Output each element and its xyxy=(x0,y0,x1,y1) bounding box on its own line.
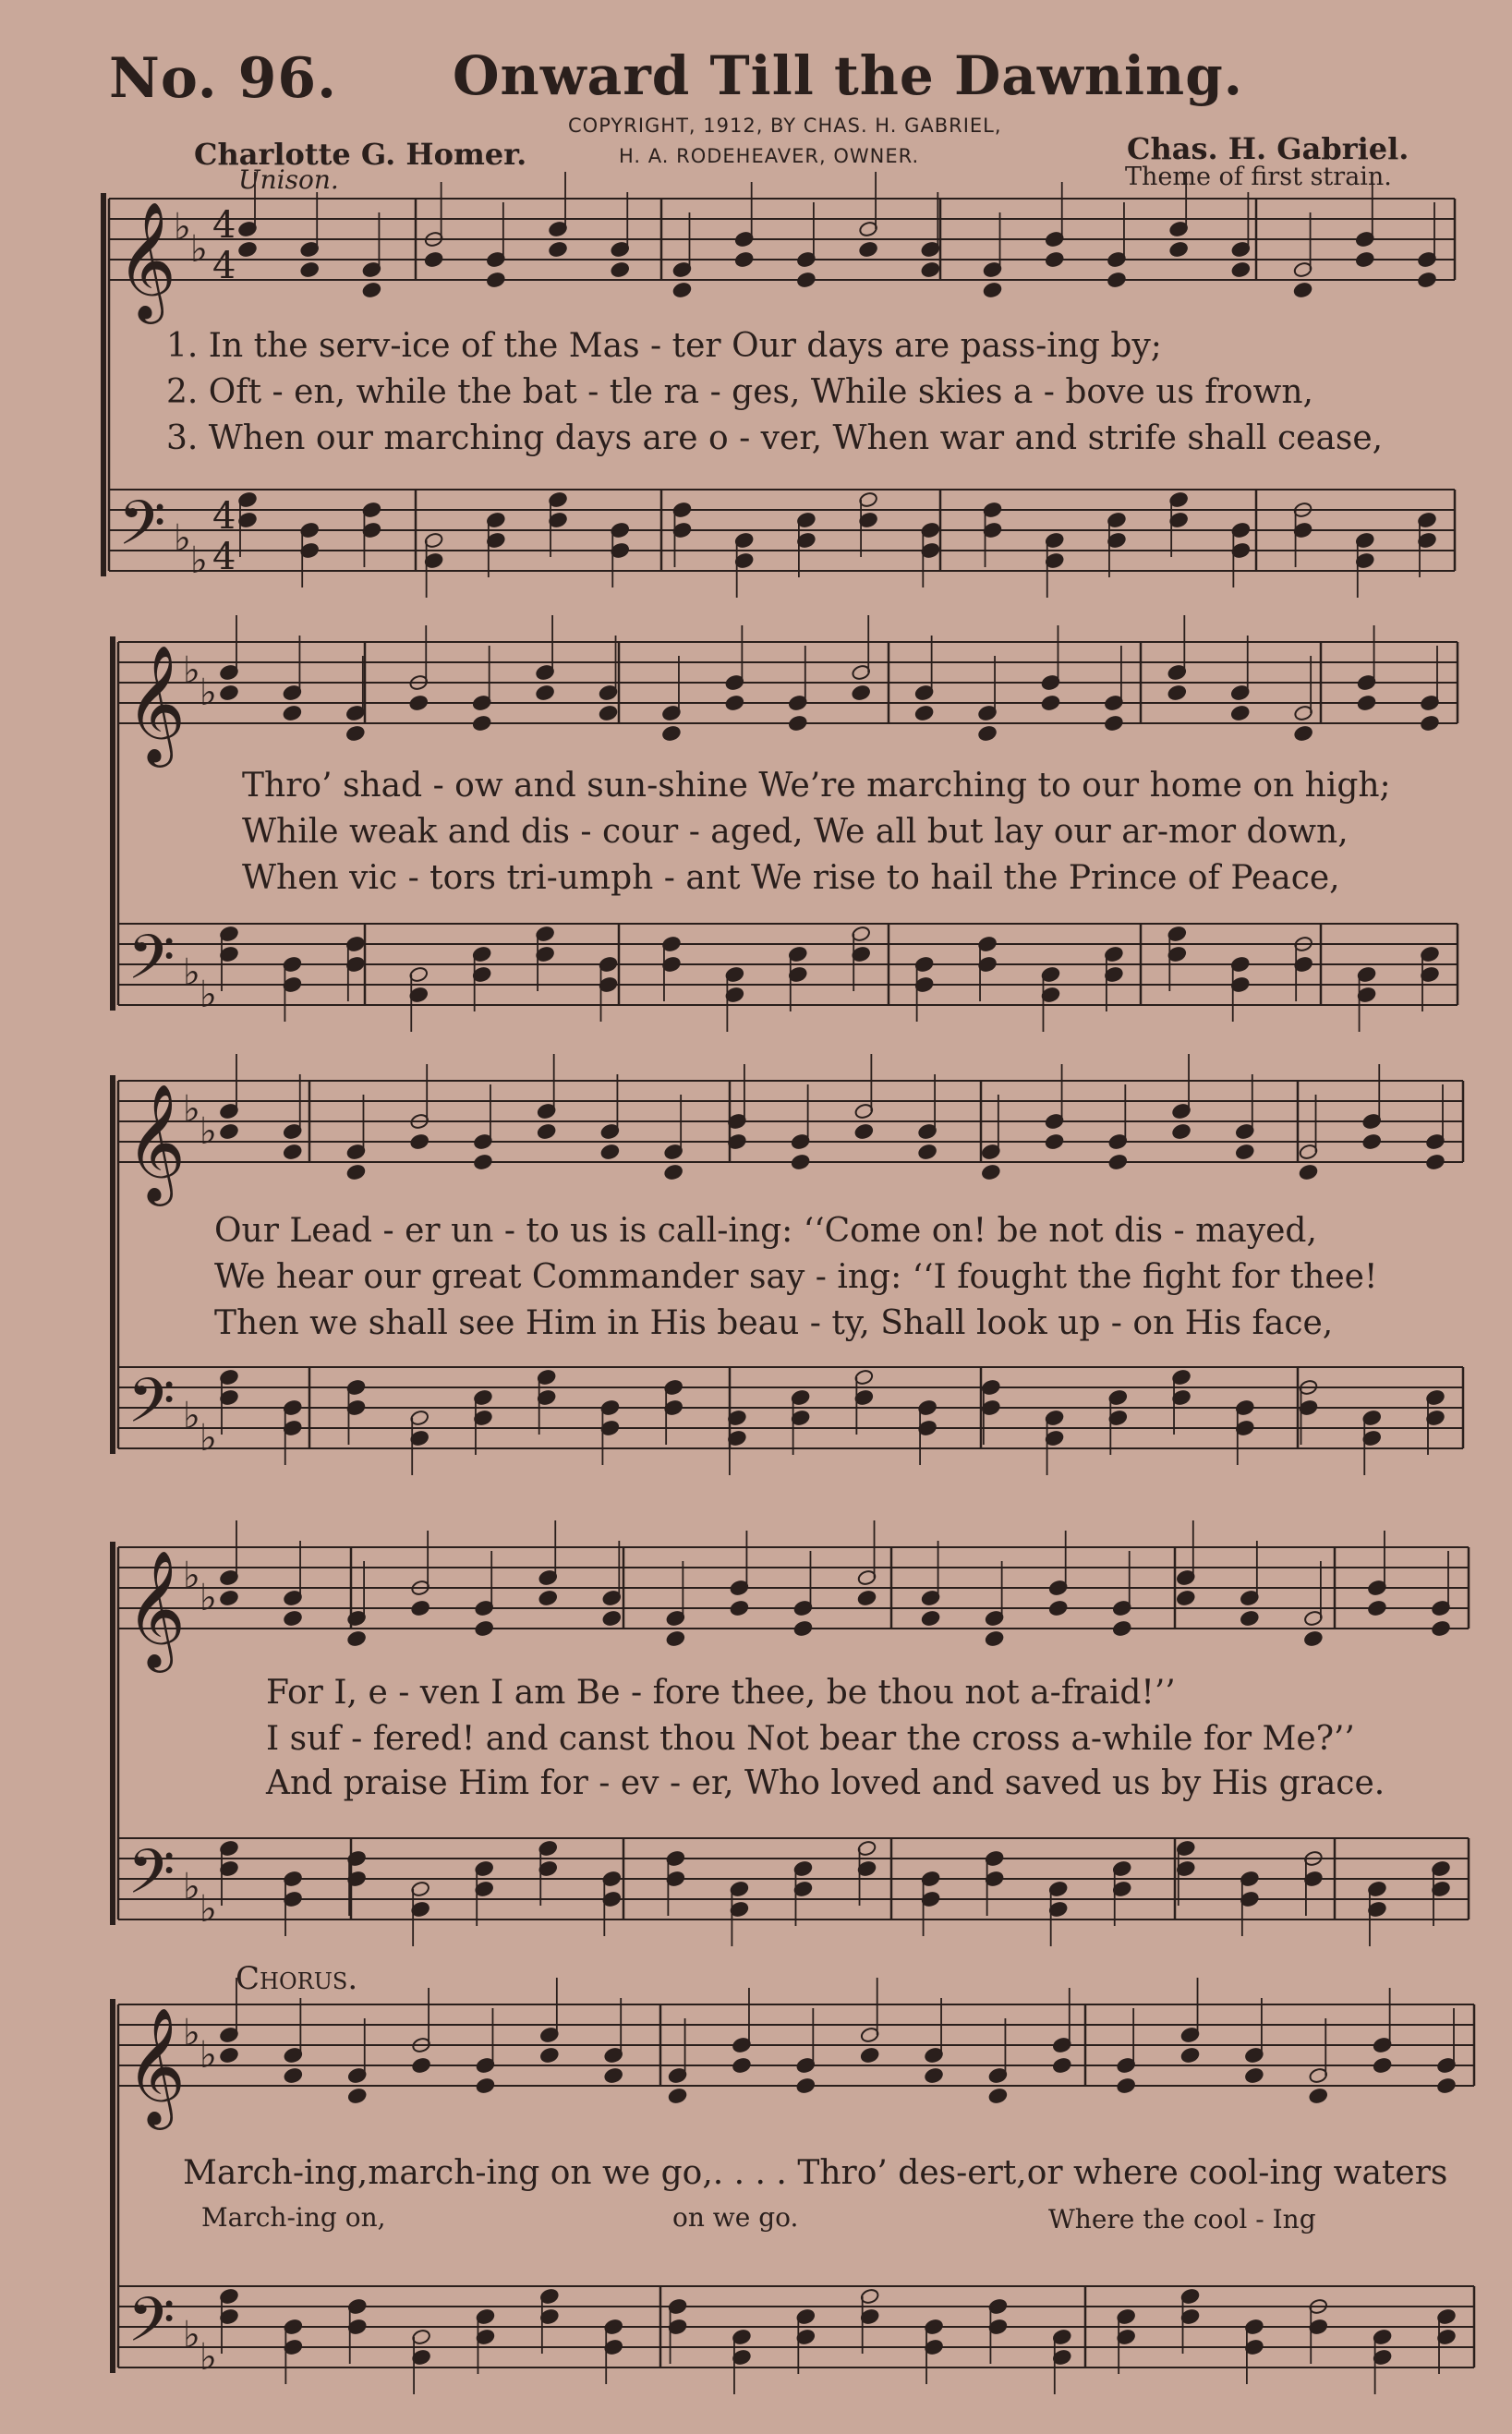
time-signature: 4 xyxy=(212,245,236,287)
bass-clef-icon: 𝄢 xyxy=(127,922,175,1008)
quarter-note xyxy=(476,2077,495,2094)
time-signature: 4 xyxy=(212,495,236,538)
quarter-note xyxy=(604,2067,623,2084)
quarter-note xyxy=(284,2067,303,2084)
quarter-note xyxy=(854,1123,874,1140)
lyricist: Charlotte G. Homer. xyxy=(194,137,527,172)
quarter-note xyxy=(921,1610,940,1627)
quarter-note xyxy=(1107,272,1126,288)
quarter-note xyxy=(1357,695,1376,711)
hymn-title: Onward Till the Dawning. xyxy=(453,44,1243,107)
theme-note: Theme of first strain. xyxy=(1125,163,1392,191)
quarter-note xyxy=(602,1610,622,1627)
quarter-note xyxy=(283,1144,302,1160)
flat-icon: ♭ xyxy=(190,228,208,271)
quarter-note xyxy=(1431,1620,1450,1637)
quarter-note xyxy=(1112,1620,1131,1637)
chorus-echo-on-we-go: on we go. xyxy=(672,2202,799,2233)
quarter-note xyxy=(981,1164,1000,1181)
quarter-note xyxy=(1309,2088,1328,2104)
quarter-note xyxy=(346,1630,366,1647)
quarter-note xyxy=(537,1123,556,1140)
flat-icon: ♭ xyxy=(183,1555,200,1597)
bass-clef-icon: 𝄢 xyxy=(118,488,166,574)
quarter-note xyxy=(219,1590,238,1606)
quarter-note xyxy=(788,715,807,732)
flat-icon: ♭ xyxy=(183,1088,200,1131)
chorus-lyric-line: March-ing,march-ing on we go,. . . . Thro’ des-ert,or where cool-ing waters xyxy=(183,2154,1448,2192)
quarter-note xyxy=(1362,1133,1382,1150)
quarter-note xyxy=(1176,1590,1195,1606)
flat-icon: ♭ xyxy=(190,539,208,582)
quarter-note xyxy=(219,684,238,701)
quarter-note xyxy=(362,282,381,298)
flat-icon: ♭ xyxy=(183,649,200,692)
quarter-note xyxy=(1355,251,1374,268)
quarter-note xyxy=(1116,2077,1135,2094)
quarter-note xyxy=(914,705,934,721)
quarter-note xyxy=(796,272,816,288)
quarter-note xyxy=(1230,705,1250,721)
direction-unison: Unison. xyxy=(238,164,339,195)
quarter-note xyxy=(672,282,692,298)
quarter-note xyxy=(985,1630,1004,1647)
quarter-note xyxy=(921,261,940,278)
verse-2-line-2: While weak and dis - cour - aged, We all but lay our ar-mor down, xyxy=(242,813,1349,851)
quarter-note xyxy=(734,251,754,268)
verse-3-line-2: When vic - tors tri-umph - ant We rise to hail the Prince of Peace, xyxy=(242,859,1340,897)
quarter-note xyxy=(1180,2047,1200,2064)
quarter-note xyxy=(1293,725,1312,742)
quarter-note xyxy=(1168,241,1188,258)
quarter-note xyxy=(345,725,365,742)
quarter-note xyxy=(1231,261,1251,278)
quarter-note xyxy=(473,1154,492,1170)
quarter-note xyxy=(611,261,630,278)
flat-icon: ♭ xyxy=(200,672,217,714)
bass-clef-icon: 𝄢 xyxy=(127,1836,175,1922)
quarter-note xyxy=(237,241,257,258)
quarter-note xyxy=(475,1620,494,1637)
bass-clef-icon: 𝄢 xyxy=(127,2284,175,2370)
quarter-note xyxy=(1171,1123,1191,1140)
treble-staff xyxy=(118,2004,1474,2086)
chorus-echo-marching-on: March-ing on, xyxy=(201,2202,386,2233)
verse-2-line-4: I suf - fered! and canst thou Not bear the cross a-while for Me?’’ xyxy=(266,1720,1355,1758)
quarter-note xyxy=(538,1590,558,1606)
quarter-note xyxy=(852,684,871,701)
quarter-note xyxy=(1417,272,1436,288)
quarter-note xyxy=(219,2047,238,2064)
chorus-echo-where-the-cooling: Where the cool - Ing xyxy=(1048,2204,1316,2234)
quarter-note xyxy=(663,1164,683,1181)
flat-icon: ♭ xyxy=(183,951,200,994)
quarter-note xyxy=(791,1154,810,1170)
quarter-note xyxy=(661,725,681,742)
treble-staff xyxy=(118,1547,1469,1629)
quarter-note xyxy=(219,1123,238,1140)
quarter-note xyxy=(1425,1154,1445,1170)
verse-1-line-1: 1. In the serv-ice of the Mas - ter Our days are pass-ing by; xyxy=(166,327,1162,365)
quarter-note xyxy=(410,1133,429,1150)
quarter-note xyxy=(410,1600,429,1617)
treble-clef-icon: 𝄞 xyxy=(126,1083,187,1201)
quarter-note xyxy=(1052,2057,1071,2074)
quarter-note xyxy=(1235,1144,1254,1160)
flat-icon: ♭ xyxy=(174,206,191,248)
treble-clef-icon: 𝄞 xyxy=(126,644,187,762)
chorus-label: Chorus. xyxy=(236,1960,358,1997)
flat-icon: ♭ xyxy=(183,2314,200,2356)
quarter-note xyxy=(1104,715,1123,732)
quarter-note xyxy=(988,2088,1008,2104)
bass-staff xyxy=(118,2286,1474,2367)
quarter-note xyxy=(1041,695,1060,711)
quarter-note xyxy=(977,725,997,742)
quarter-note xyxy=(668,2088,687,2104)
composer: Chas. H. Gabriel. xyxy=(1127,131,1409,166)
quarter-note xyxy=(283,1610,302,1627)
flat-icon: ♭ xyxy=(200,1888,217,1931)
quarter-note xyxy=(725,695,744,711)
quarter-note xyxy=(917,1144,937,1160)
treble-clef-icon: 𝄞 xyxy=(116,200,177,319)
treble-clef-icon: 𝄞 xyxy=(126,1549,187,1667)
quarter-note xyxy=(983,282,1002,298)
flat-icon: ♭ xyxy=(200,2336,217,2379)
quarter-note xyxy=(796,2077,816,2094)
hymn-number: No. 96. xyxy=(109,46,337,111)
quarter-note xyxy=(1045,1133,1064,1150)
verse-2-line-1: 2. Oft - en, while the bat - tle ra - ges, While skies a - bove us frown, xyxy=(166,373,1313,411)
quarter-note xyxy=(535,684,554,701)
quarter-note xyxy=(1303,1630,1323,1647)
quarter-note xyxy=(793,1620,813,1637)
quarter-note xyxy=(1108,1154,1128,1170)
quarter-note xyxy=(730,1600,749,1617)
quarter-note xyxy=(599,705,618,721)
quarter-note xyxy=(1420,715,1439,732)
quarter-note xyxy=(924,2067,943,2084)
verse-1-line-2: Thro’ shad - ow and sun-shine We’re marching to our home on high; xyxy=(242,767,1391,805)
quarter-note xyxy=(411,2057,430,2074)
quarter-note xyxy=(1367,1600,1386,1617)
quarter-note xyxy=(1373,2057,1392,2074)
time-signature: 4 xyxy=(212,536,236,578)
quarter-note xyxy=(300,261,320,278)
flat-icon: ♭ xyxy=(174,517,191,560)
quarter-note xyxy=(857,1590,877,1606)
flat-icon: ♭ xyxy=(183,1866,200,1908)
bass-staff xyxy=(118,1838,1469,1919)
quarter-note xyxy=(1244,2067,1264,2084)
quarter-note xyxy=(1167,684,1187,701)
quarter-note xyxy=(860,2047,879,2064)
quarter-note xyxy=(409,695,429,711)
verse-2-line-3: We hear our great Commander say - ing: ‘‘I fought the fight for thee! xyxy=(214,1258,1378,1296)
copyright-line: COPYRIGHT, 1912, BY CHAS. H. GABRIEL, xyxy=(568,115,1002,137)
bass-clef-icon: 𝄢 xyxy=(127,1365,175,1451)
quarter-note xyxy=(548,241,567,258)
quarter-note xyxy=(486,272,505,288)
quarter-note xyxy=(1293,282,1312,298)
quarter-note xyxy=(1045,251,1064,268)
verse-1-line-3: Our Lead - er un - to us is call-ing: ‘‘Come on! be not dis - mayed, xyxy=(214,1212,1317,1250)
flat-icon: ♭ xyxy=(200,1110,217,1153)
quarter-note xyxy=(1436,2077,1456,2094)
quarter-note xyxy=(1048,1600,1068,1617)
bass-staff xyxy=(118,924,1458,1005)
quarter-note xyxy=(666,1630,685,1647)
time-signature: 4 xyxy=(212,204,236,247)
copyright-owner: H. A. RODEHEAVER, OWNER. xyxy=(619,145,920,167)
quarter-note xyxy=(283,705,302,721)
verse-1-line-4: For I, e - ven I am Be - fore thee, be thou not a-fraid!’’ xyxy=(266,1674,1176,1712)
flat-icon: ♭ xyxy=(200,1577,217,1619)
quarter-note xyxy=(539,2047,559,2064)
quarter-note xyxy=(858,241,877,258)
quarter-note xyxy=(1299,1164,1318,1181)
quarter-note xyxy=(424,251,443,268)
quarter-note xyxy=(600,1144,620,1160)
treble-staff xyxy=(118,1081,1463,1162)
treble-staff xyxy=(118,642,1458,723)
quarter-note xyxy=(1240,1610,1259,1627)
quarter-note xyxy=(347,2088,367,2104)
quarter-note xyxy=(346,1164,366,1181)
flat-icon: ♭ xyxy=(200,1417,217,1459)
bass-staff xyxy=(118,1367,1463,1448)
verse-3-line-4: And praise Him for - ev - er, Who loved and saved us by His grace. xyxy=(266,1764,1385,1802)
quarter-note xyxy=(732,2057,751,2074)
flat-icon: ♭ xyxy=(200,2034,217,2077)
quarter-note xyxy=(472,715,491,732)
verse-3-line-1: 3. When our marching days are o - ver, When war and strife shall cease, xyxy=(166,419,1384,457)
treble-clef-icon: 𝄞 xyxy=(126,2006,187,2125)
flat-icon: ♭ xyxy=(183,2012,200,2054)
verse-3-line-3: Then we shall see Him in His beau - ty, Shall look up - on His face, xyxy=(214,1304,1334,1342)
flat-icon: ♭ xyxy=(183,1395,200,1437)
flat-icon: ♭ xyxy=(200,974,217,1016)
